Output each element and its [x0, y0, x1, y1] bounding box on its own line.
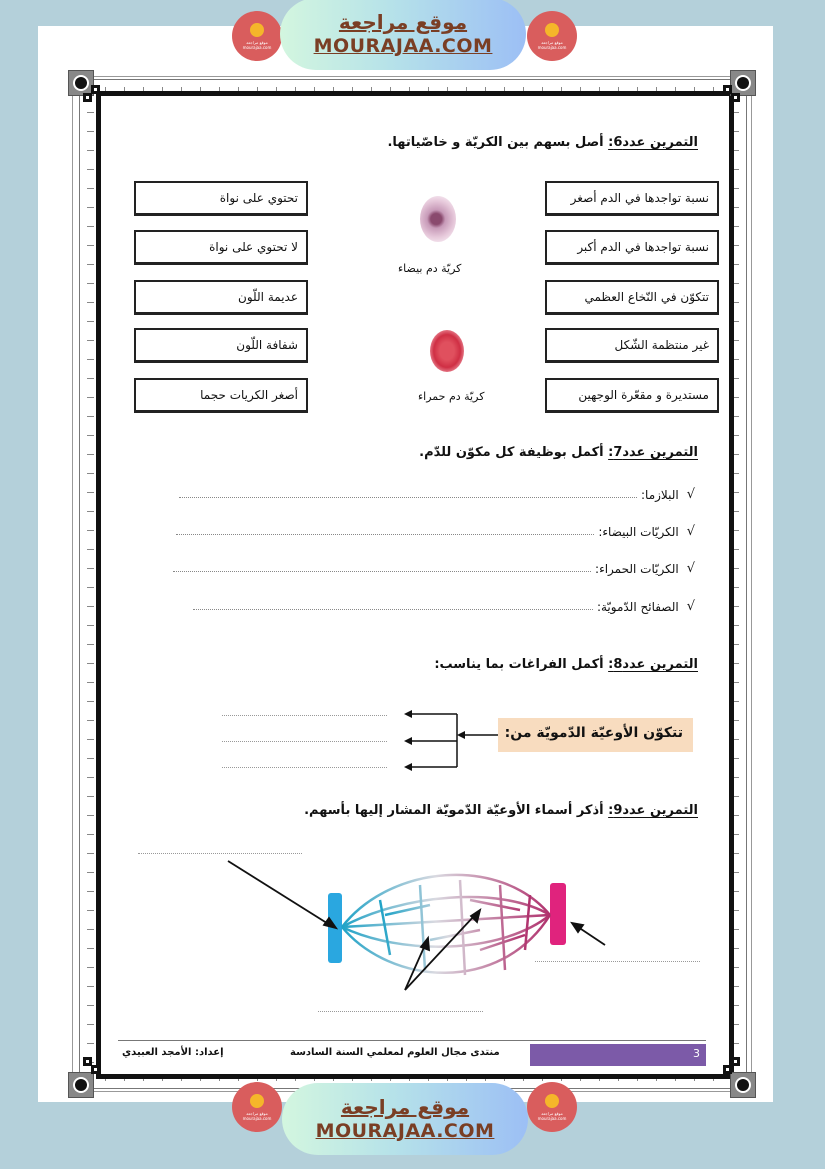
- red-cell-caption: كريّة دم حمراء: [418, 390, 485, 403]
- site-logo-badge: موقع مراجعة mourajaa.com: [232, 11, 282, 61]
- page-number: 3: [530, 1044, 706, 1066]
- property-box-right: تتكوّن في النّخاع العظمي: [545, 280, 719, 315]
- site-name-arabic: موقع مراجعة: [338, 10, 468, 34]
- check-mark-icon: √: [686, 599, 695, 614]
- check-mark-icon: √: [686, 524, 695, 539]
- answer-line[interactable]: [222, 715, 387, 716]
- forum-name: منتدى مجال العلوم لمعلمي السنة السادسة: [290, 1047, 500, 1058]
- property-box-left: لا تحتوي على نواة: [134, 230, 308, 265]
- exercise-8-title: التمرين عدد8: أكمل الفراغات بما يناسب:: [434, 657, 698, 672]
- frame-corner-ornament: [68, 1072, 94, 1098]
- exercise-6-title: التمرين عدد6: أصل بسهم بين الكريّة و خاصّياتها.: [387, 135, 698, 150]
- book-icon: [545, 1094, 559, 1108]
- answer-line[interactable]: [222, 741, 387, 742]
- answer-line[interactable]: [222, 767, 387, 768]
- property-box-left: تحتوي على نواة: [134, 181, 308, 216]
- check-mark-icon: √: [686, 487, 695, 502]
- answer-line[interactable]: [318, 1011, 483, 1012]
- answer-line[interactable]: [173, 571, 591, 572]
- property-box-right: نسبة تواجدها في الدم أكبر: [545, 230, 719, 265]
- answer-line[interactable]: [179, 497, 637, 498]
- book-icon: [250, 23, 264, 37]
- blood-component-row: √ الكريّات الحمراء:: [173, 556, 695, 576]
- artery-shape: [550, 883, 566, 945]
- exercise-9-title: التمرين عدد9: أذكر أسماء الأوعيّة الدّمويّة المشار إليها بأسهم.: [304, 803, 698, 818]
- site-logo-badge: موقع مراجعة mourajaa.com: [232, 1082, 282, 1132]
- exercise-7-title: التمرين عدد7: أكمل بوظيفة كل مكوّن للدّم.: [419, 445, 698, 460]
- site-domain: MOURAJAA.COM: [313, 35, 493, 57]
- property-box-right: نسبة تواجدها في الدم أصغر: [545, 181, 719, 216]
- author-credit: إعداد: الأمجد العبيدي: [122, 1047, 224, 1058]
- property-box-left: أصغر الكريات حجما: [134, 378, 308, 413]
- frame-corner-ornament: [730, 1072, 756, 1098]
- red-blood-cell-icon: [430, 330, 464, 372]
- site-banner-link[interactable]: [282, 1083, 528, 1155]
- blood-component-row: √ الصفائح الدّمويّة:: [193, 594, 695, 614]
- frame-corner-ornament: [68, 70, 94, 96]
- answer-line[interactable]: [193, 609, 593, 610]
- property-box-left: شفافة اللّون: [134, 328, 308, 363]
- answer-line[interactable]: [138, 853, 302, 854]
- book-icon: [545, 23, 559, 37]
- check-mark-icon: √: [686, 561, 695, 576]
- site-domain: MOURAJAA.COM: [315, 1120, 495, 1142]
- branching-arrows-icon: [395, 705, 505, 775]
- white-cell-caption: كريّة دم بيضاء: [398, 262, 462, 275]
- site-logo-badge: موقع مراجعة mourajaa.com: [527, 1082, 577, 1132]
- site-logo-badge: موقع مراجعة mourajaa.com: [527, 11, 577, 61]
- white-blood-cell-icon: [420, 196, 456, 242]
- capillary-network-diagram: [220, 855, 620, 1005]
- page-footer: [118, 1040, 706, 1068]
- property-box-right: غير منتظمة الشّكل: [545, 328, 719, 363]
- blood-component-row: √ البلازما:: [179, 482, 695, 502]
- property-box-left: عديمة اللّون: [134, 280, 308, 315]
- property-box-right: مستديرة و مقعّرة الوجهين: [545, 378, 719, 413]
- site-banner-link[interactable]: [280, 0, 526, 70]
- frame-corner-ornament: [730, 70, 756, 96]
- answer-line[interactable]: [176, 534, 594, 535]
- vessels-prompt-box: تتكوّن الأوعيّة الدّمويّة من:: [498, 718, 693, 752]
- blood-component-row: √ الكريّات البيضاء:: [176, 519, 695, 539]
- site-name-arabic: موقع مراجعة: [340, 1095, 470, 1119]
- book-icon: [250, 1094, 264, 1108]
